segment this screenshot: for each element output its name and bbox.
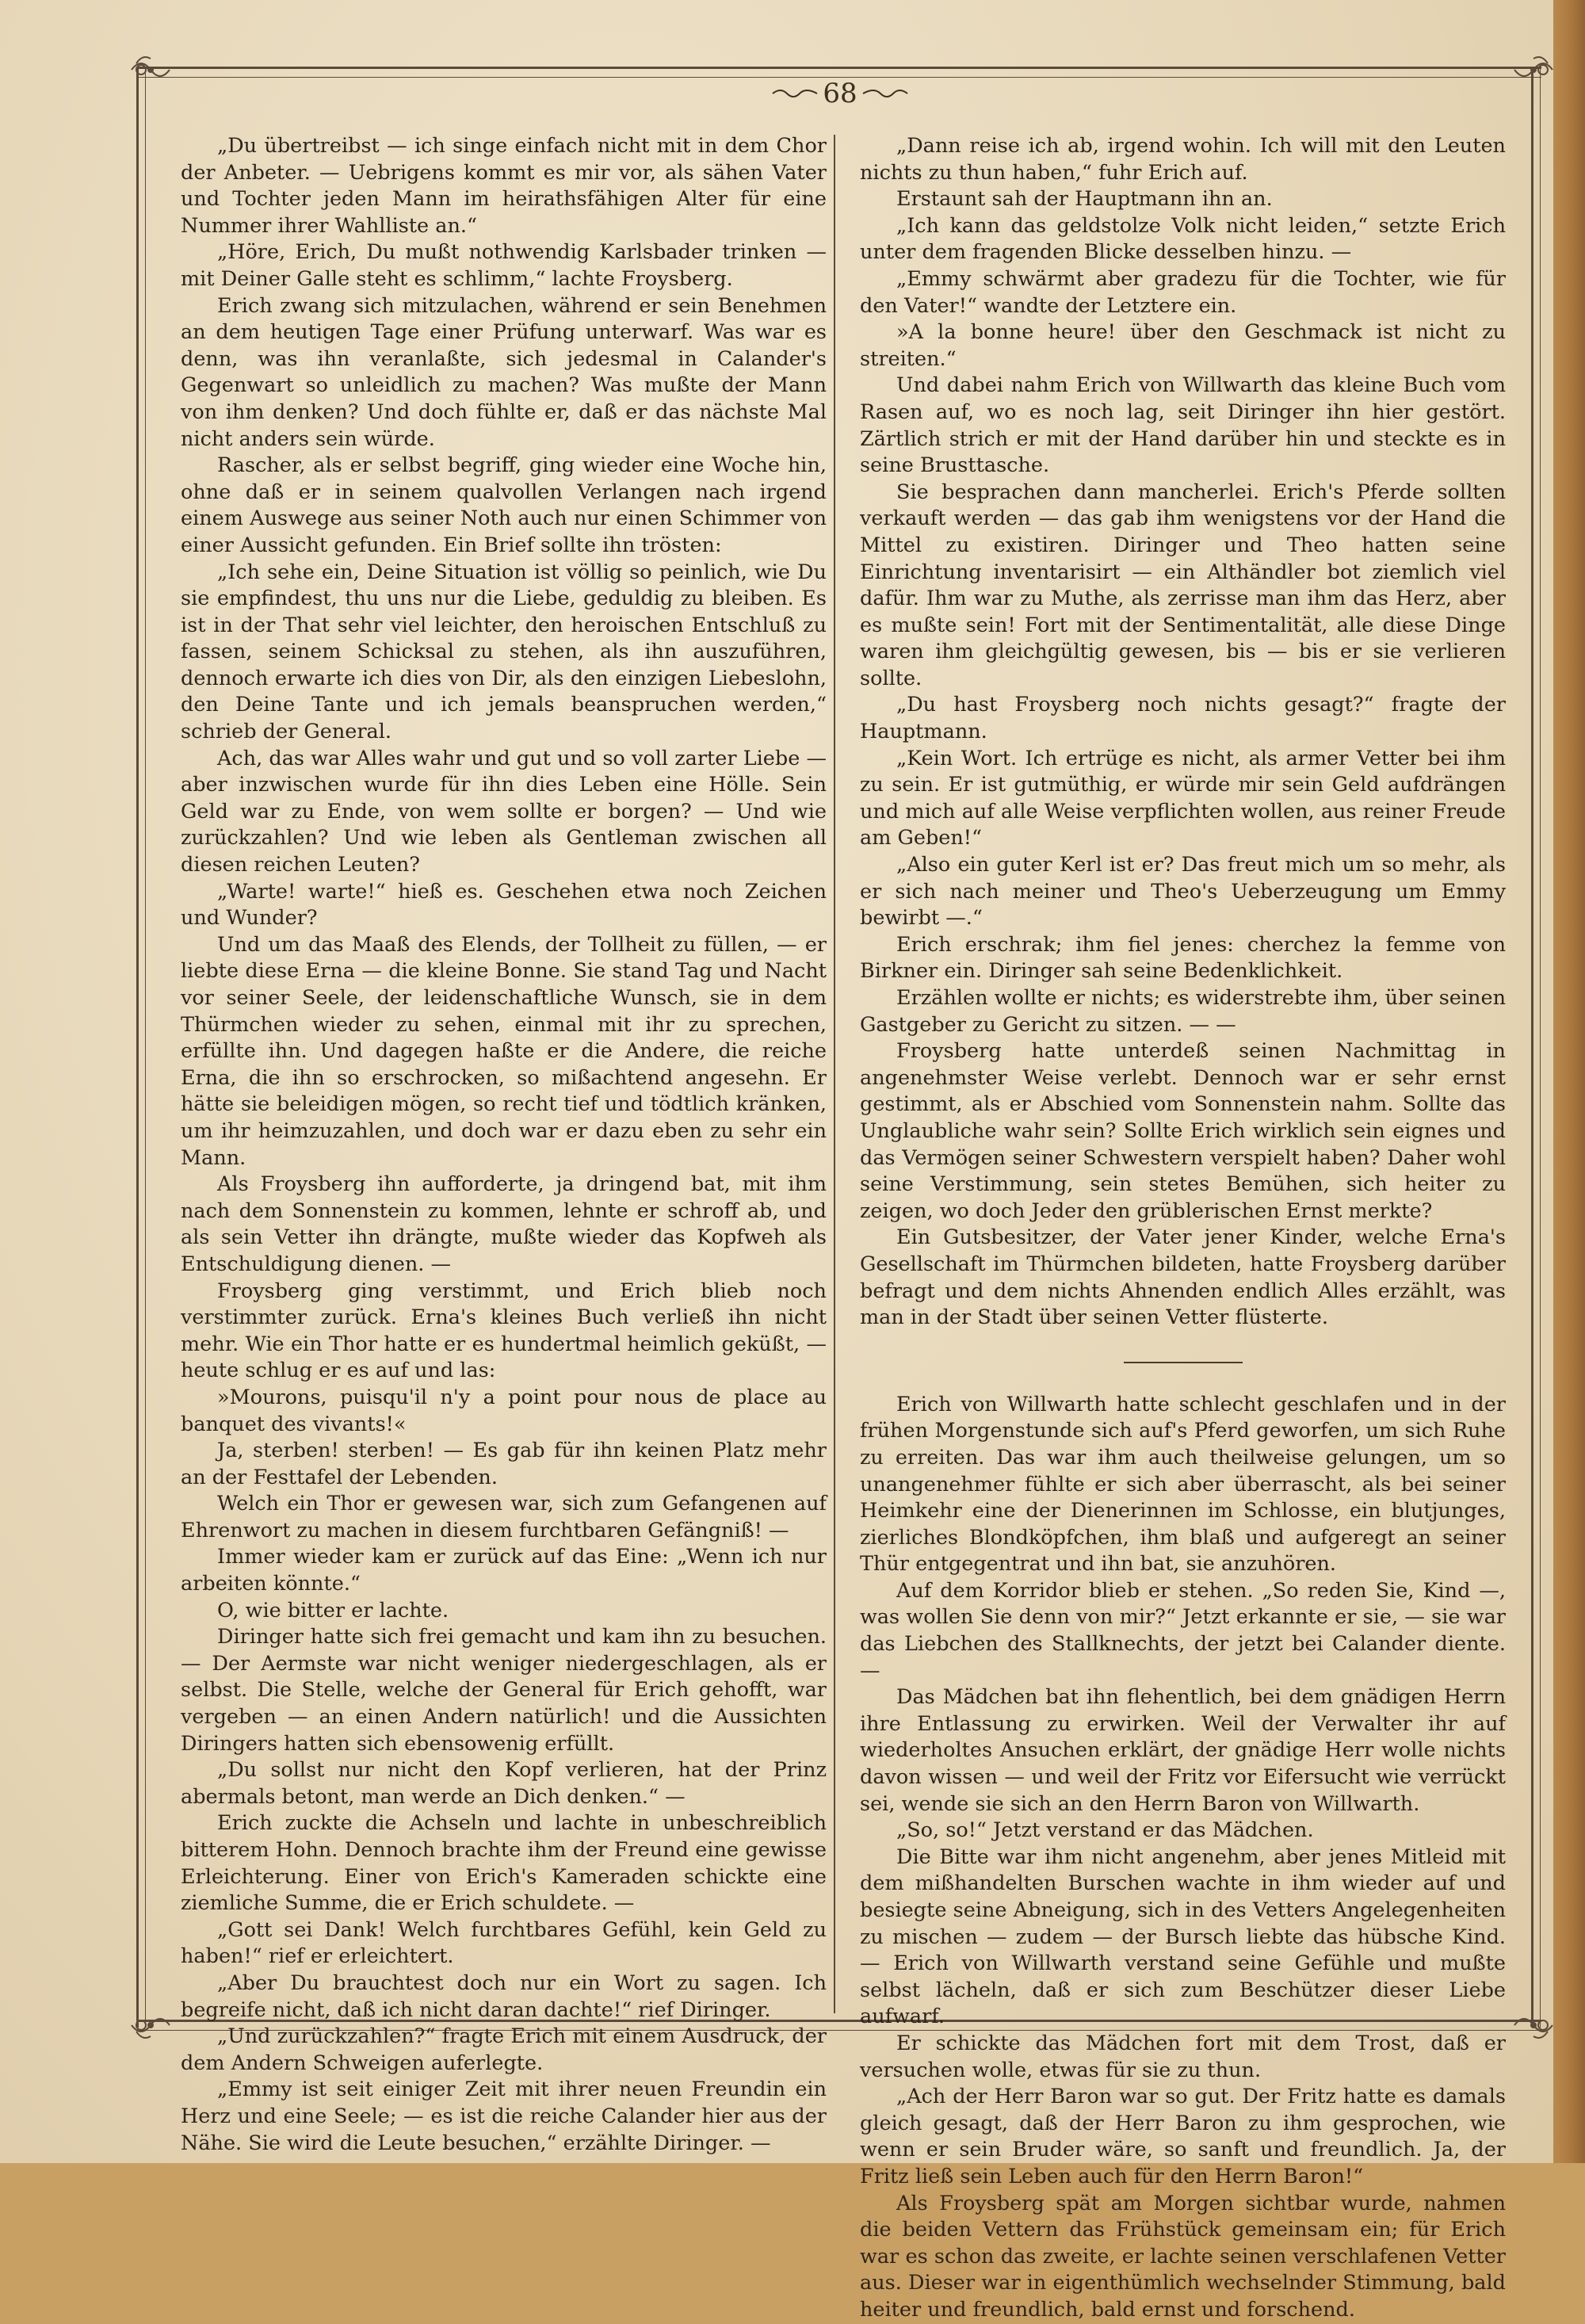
- paragraph: Die Bitte war ihm nicht angenehm, aber jenes Mitleid mit dem mißhandelten Burschen wachte in ihm wieder auf und besiegte seine Abneigung, sich in des Vetters Angelegenheiten zu mischen — zudem — der Bursch liebte das hübsche Kind. — Erich von Willwarth verstand seine Gefühle und mußte selbst lächeln, daß er sich zum Beschützer dieser Liebe aufwarf.: [860, 1844, 1506, 2029]
- frame-right-rule: [1531, 67, 1541, 2028]
- paragraph: Das Mädchen bat ihn flehentlich, bei dem gnädigen Herrn ihre Entlassung zu erwirken. Weil der Verwalter ihr auf wiederholtes Ansuchen erklärt, der gnädige Herr wolle nichts davon wissen — und weil der Fritz vor Eifersucht wie verrückt sei, wende sie sich an den Herrn Baron von Willwarth.: [860, 1685, 1506, 1816]
- paragraph: „Du übertreibst — ich singe einfach nicht mit in dem Chor der Anbeter. — Uebrigens kommt es mir vor, als sähen Vater und Tochter jeden Mann im heirathsfähigen Alter für eine Nummer ihrer Wahlliste an.“: [181, 134, 827, 238]
- page-number: 68: [823, 78, 857, 109]
- section-divider: [1124, 1362, 1243, 1363]
- paragraph: „Höre, Erich, Du mußt nothwendig Karlsbader trinken — mit Deiner Galle steht es schlimm,“ lachte Froysberg.: [181, 240, 827, 291]
- paragraph: „Emmy ist seit einiger Zeit mit ihrer neuen Freundin ein Herz und eine Seele; — es ist die reiche Calander hier aus der Nähe. Sie wird die Leute besuchen,“ erzählte Diringer. —: [181, 2077, 827, 2155]
- paragraph: »Mourons, puisqu'il n'y a point pour nous de place au banquet des vivants!«: [181, 1385, 827, 1436]
- corner-ornament-icon: [127, 46, 174, 94]
- paragraph: Diringer hatte sich frei gemacht und kam ihn zu besuchen. — Der Aermste war nicht weniger niedergeschlagen, als er selbst. Die Stelle, welche der General für Erich gehofft, war vergeben — an einen Andern natürlich! und die Aussichten Diringers hatten sich ebensowenig erfüllt.: [181, 1625, 827, 1756]
- paragraph: Und um das Maaß des Elends, der Tollheit zu füllen, — er liebte diese Erna — die kleine Bonne. Sie stand Tag und Nacht vor seiner Seele, der leidenschaftliche Wunsch, sie in dem Thürmchen wieder zu sehen, einmal mit ihr zu sprechen, erfüllte ihn. Und dagegen haßte er die Andere, die reiche Erna, die ihn so erschrocken, so mißachtend angesehn. Er hätte sie beleidigen mögen, so recht tief und tödtlich kränken, um ihr heimzuzahlen, und doch war er dazu eben zu sehr ein Mann.: [181, 932, 827, 1170]
- corner-ornament-icon: [1510, 2001, 1557, 2049]
- paragraph: „Du sollst nur nicht den Kopf verlieren, hat der Prinz abermals betont, man werde an Dich denken.“ —: [181, 1758, 827, 1809]
- paragraph: „Kein Wort. Ich ertrüge es nicht, als armer Vetter bei ihm zu sein. Er ist gutmüthig, er würde mir sein Geld aufdrängen und mich auf alle Weise verpflichten wollen, aus reiner Freude am Geben!“: [860, 746, 1506, 850]
- right-swirl-icon: [861, 86, 909, 101]
- paragraph: „Ich kann das geldstolze Volk nicht leiden,“ setzte Erich unter dem fragenden Blicke desselben hinzu. —: [860, 213, 1506, 265]
- corner-ornament-icon: [127, 2001, 174, 2049]
- paragraph: Erzählen wollte er nichts; es widerstrebte ihm, über seinen Gastgeber zu Gericht zu sitzen. — —: [860, 986, 1506, 1037]
- paragraph: „Emmy schwärmt aber gradezu für die Tochter, wie für den Vater!“ wandte der Letztere ein.: [860, 266, 1506, 318]
- paragraph: Welch ein Thor er gewesen war, sich zum Gefangenen auf Ehrenwort zu machen in diesem furchtbaren Gefängniß! —: [181, 1492, 827, 1542]
- paragraph: Und dabei nahm Erich von Willwarth das kleine Buch vom Rasen auf, wo es noch lag, seit Diringer ihn hier gestört. Zärtlich strich er mit der Hand darüber hin und steckte es in seine Brusttasche.: [860, 373, 1506, 478]
- paragraph: „Ach der Herr Baron war so gut. Der Fritz hatte es damals gleich gesagt, daß der Herr Baron zu ihm gesprochen, wie wenn er sein Bruder wäre, so sanft und freundlich. Ja, der Fritz ließ sein Leben auch für den Herrn Baron!“: [860, 2085, 1506, 2188]
- paragraph: Als Froysberg ihn aufforderte, ja dringend bat, mit ihm nach dem Sonnenstein zu kommen, lehnte er schroff ab, und als sein Vetter ihn drängte, mußte wieder das Kopfweh als Entschuldigung dienen. —: [181, 1172, 827, 1276]
- paragraph: Als Froysberg spät am Morgen sichtbar wurde, nahmen die beiden Vettern das Frühstück gemeinsam ein; für Erich war es schon das zweite, er lachte seinen verschlafenen Vetter aus. Dieser war in eigenthümlich wechselnder Stimmung, bald heiter und freundlich, bald ernst und forschend.: [860, 2191, 1506, 2322]
- paragraph: Ein Gutsbesitzer, der Vater jener Kinder, welche Erna's Gesellschaft im Thürmchen bildeten, hatte Froysberg darüber befragt und dem nichts Ahnenden endlich Alles erzählt, was man in der Stadt über seinen Vetter flüsterte.: [860, 1225, 1506, 1330]
- paragraph: Erich zwang sich mitzulachen, während er sein Benehmen an dem heutigen Tage einer Prüfung unterwarf. Was war es denn, was ihn veranlaßte, sich jedesmal in Calander's Gegenwart so unleidlich zu machen? Was mußte der Mann von ihm denken? Und doch fühlte er, daß er das nächste Mal nicht anders sein würde.: [181, 293, 827, 451]
- left-swirl-icon: [771, 86, 819, 101]
- paragraph: „Du hast Froysberg noch nichts gesagt?“ fragte der Hauptmann.: [860, 693, 1506, 744]
- paragraph: Erstaunt sah der Hauptmann ihn an.: [896, 187, 1273, 212]
- paragraph: Erich zuckte die Achseln und lachte in unbeschreiblich bitterem Hohn. Dennoch brachte ihm der Freund eine gewisse Erleichterung. Einer von Erich's Kameraden schickte eine ziemliche Summe, die er Erich schuldete. —: [181, 1811, 827, 1916]
- paragraph: „Und zurückzahlen?“ fragte Erich mit einem Ausdruck, der dem Andern Schweigen auferlegte.: [181, 2024, 827, 2075]
- paragraph: „Dann reise ich ab, irgend wohin. Ich will mit den Leuten nichts zu thun haben,“ fuhr Erich auf.: [860, 134, 1506, 185]
- paragraph: Rascher, als er selbst begriff, ging wieder eine Woche hin, ohne daß er in seinem qualvollen Verlangen nach irgend einem Auswege aus seiner Noth auch nur einen Schimmer von einer Aussicht gefunden. Ein Brief sollte ihn trösten:: [181, 453, 827, 557]
- paragraph: „So, so!“ Jetzt verstand er das Mädchen.: [896, 1818, 1314, 1843]
- paragraph: Froysberg hatte unterdeß seinen Nachmittag in angenehmster Weise verlebt. Dennoch war er sehr ernst gestimmt, als er Abschied vom Sonnenstein nahm. Sollte das Unglaubliche wahr sein? Sollte Erich wirklich sein eignes und das Vermögen seiner Schwestern verspielt haben? Daher wohl seine Verstimmung, sein stetes Bemühen, sich heiter zu zeigen, wo doch Jeder den grüblerischen Ernst merkte?: [860, 1039, 1506, 1223]
- book-spine: [1553, 0, 1585, 2163]
- paragraph: Sie besprachen dann mancherlei. Erich's Pferde sollten verkauft werden — das gab ihm wenigstens vor der Hand die Mittel zu existiren. Diringer und Theo hatten seine Einrichtung inventarisirt — ein Althändler bot ziemlich viel dafür. Ihm war zu Muthe, als zerrisse man ihm das Herz, aber es mußte sein! Fort mit der Sentimentalität, alle diese Dinge waren ihm gleichgültig gewesen, bis — bis er sie verlieren sollte.: [860, 480, 1506, 690]
- paragraph: Ach, das war Alles wahr und gut und so voll zarter Liebe — aber inzwischen wurde für ihn dies Leben eine Hölle. Sein Geld war zu Ende, von wem sollte er borgen? — Und wie zurückzahlen? Und wie leben als Gentleman zwischen all diesen reichen Leuten?: [181, 746, 827, 877]
- paragraph: „Also ein guter Kerl ist er? Das freut mich um so mehr, als er sich nach meiner und Theo's Ueberzeugung um Emmy bewirbt —.“: [860, 853, 1506, 931]
- paragraph: „Warte! warte!“ hieß es. Geschehen etwa noch Zeichen und Wunder?: [181, 879, 827, 931]
- paragraph: „Gott sei Dank! Welch furchtbares Gefühl, kein Geld zu haben!“ rief er erleichtert.: [181, 1917, 827, 1969]
- right-column: [860, 133, 1506, 2324]
- paragraph: Erich erschrak; ihm fiel jenes: cherchez la femme von Birkner ein. Diringer sah seine Bedenklichkeit.: [860, 932, 1506, 984]
- paragraph: „Ich sehe ein, Deine Situation ist völlig so peinlich, wie Du sie empfindest, thu uns nur die Liebe, geduldig zu bleiben. Es ist in der That sehr viel leichter, den heroischen Entschluß zu fassen, seinem Schicksal zu stehen, als ihn auszuführen, dennoch erwarte ich dies von Dir, als den einzigen Liebeslohn, den Deine Tante und ich jemals beanspruchen werden,“ schrieb der General.: [181, 560, 827, 744]
- left-column: [181, 133, 827, 2157]
- paragraph: Immer wieder kam er zurück auf das Eine: „Wenn ich nur arbeiten könnte.“: [181, 1545, 827, 1596]
- paragraph: Ja, sterben! sterben! — Es gab für ihn keinen Platz mehr an der Festtafel der Lebenden.: [181, 1439, 827, 1489]
- corner-ornament-icon: [1510, 46, 1557, 94]
- paragraph: „Aber Du brauchtest doch nur ein Wort zu sagen. Ich begreife nicht, daß ich nicht daran dachte!“ rief Diringer.: [181, 1970, 827, 2022]
- paragraph: Froysberg ging verstimmt, und Erich blieb noch verstimmter zurück. Erna's kleines Buch verließ ihn nicht mehr. Wie ein Thor hatte er es hundertmal heimlich geküßt, — heute schlug er es auf und las:: [181, 1279, 827, 1383]
- paragraph: Auf dem Korridor blieb er stehen. „So reden Sie, Kind —, was wollen Sie denn von mir?“ Jetzt erkannte er sie, — sie war das Liebchen des Stallknechts, der jetzt bei Calander diente. —: [860, 1578, 1506, 1683]
- frame-left-rule: [136, 67, 146, 2028]
- paragraph: »A la bonne heure! über den Geschmack ist nicht zu streiten.“: [860, 320, 1506, 371]
- page-header: [761, 78, 919, 117]
- paragraph: Er schickte das Mädchen fort mit dem Trost, daß er versuchen wolle, etwas für sie zu thun.: [860, 2031, 1506, 2082]
- paragraph: Erich von Willwarth hatte schlecht geschlafen und in der frühen Morgenstunde sich auf's Pferd geworfen, um sich Ruhe zu erreiten. Das war ihm auch theilweise gelungen, um so unangenehmer fühlte er sich aber überrascht, als bei seiner Heimkehr eine der Dienerinnen im Schlosse, ein blutjunges, zierliches Blondköpfchen, ihm blaß und aufgeregt an seiner Thür entgegentrat und ihn bat, sie anzuhören.: [860, 1392, 1506, 1577]
- column-divider: [834, 135, 835, 2013]
- frame-top-rule: [139, 67, 1541, 78]
- paragraph: O, wie bitter er lachte.: [217, 1598, 449, 1623]
